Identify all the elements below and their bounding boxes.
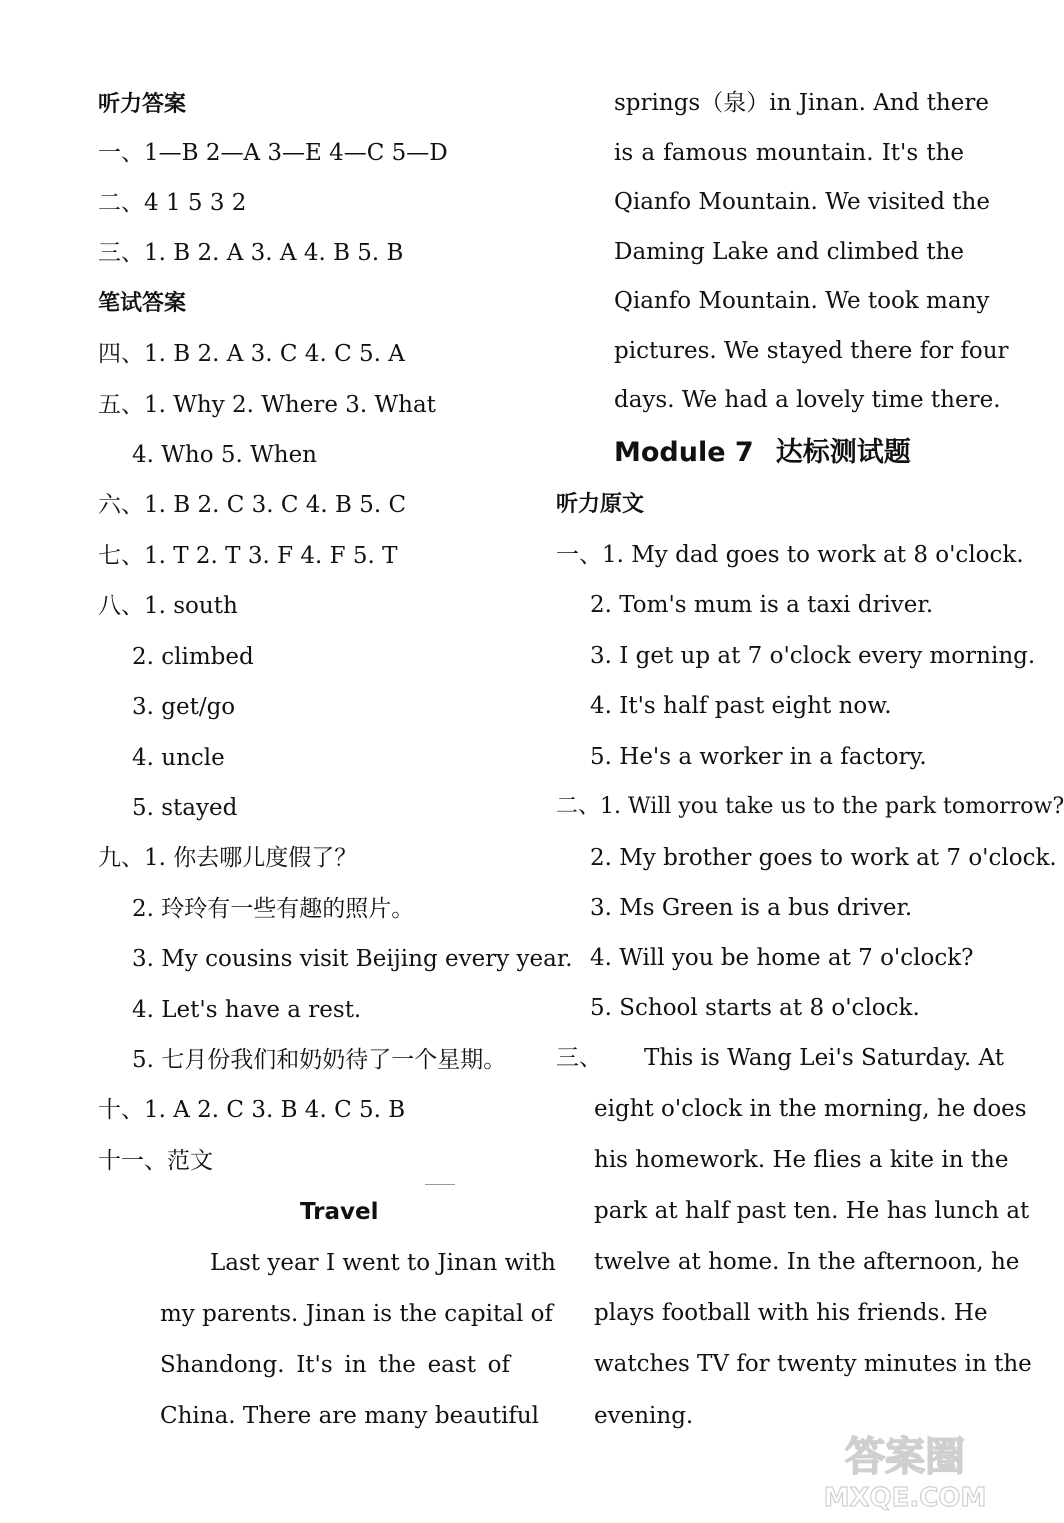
- transcript-line: 3. I get up at 7 o'clock every morning.: [590, 643, 1036, 669]
- answer-line: 二、4 1 5 3 2: [98, 190, 247, 216]
- transcript-line: This is Wang Lei's Saturday. At: [644, 1045, 1004, 1071]
- svg-text:MXQE.COM: MXQE.COM: [823, 1483, 987, 1513]
- essay-line: is a famous mountain. It's the: [614, 140, 964, 166]
- transcript-line: eight o'clock in the morning, he does: [594, 1096, 1027, 1122]
- answer-line: 4. uncle: [132, 745, 225, 771]
- transcript-line: 一、1. My dad goes to work at 8 o'clock.: [556, 542, 1024, 568]
- written-answers-heading: 笔试答案: [98, 291, 187, 316]
- transcript-line: park at half past ten. He has lunch at: [594, 1198, 1030, 1224]
- transcript-line: plays football with his friends. He: [594, 1300, 988, 1326]
- transcript-line: 5. He's a worker in a factory.: [590, 744, 927, 770]
- module-title: Module 7: [614, 437, 754, 468]
- essay-line: Shandong. It's in the east of: [160, 1352, 510, 1378]
- answer-line: 八、1. south: [98, 593, 238, 619]
- answer-line: 五、1. Why 2. Where 3. What: [98, 392, 436, 418]
- answer-line: 4. Who 5. When: [132, 442, 317, 468]
- transcript-line: 3. Ms Green is a bus driver.: [590, 895, 913, 921]
- answer-line: 3. My cousins visit Beijing every year.: [132, 946, 573, 972]
- listening-answers-heading: 听力答案: [98, 92, 187, 117]
- essay-line: days. We had a lovely time there.: [614, 387, 1001, 413]
- answer-line: 六、1. B 2. C 3. C 4. B 5. C: [98, 492, 407, 518]
- answer-line: 十、1. A 2. C 3. B 4. C 5. B: [98, 1097, 406, 1123]
- divider: [425, 1184, 455, 1185]
- module-heading: [614, 436, 911, 470]
- essay-line: China. There are many beautiful: [160, 1403, 540, 1429]
- answer-line: 4. Let's have a rest.: [132, 997, 362, 1023]
- essay-line: my parents. Jinan is the capital of: [160, 1301, 553, 1327]
- transcript-line: 4. It's half past eight now.: [590, 693, 892, 719]
- transcript-line: watches TV for twenty minutes in the: [594, 1351, 1032, 1377]
- essay-line: Qianfo Mountain. We visited the: [614, 189, 990, 215]
- transcript-line: 4. Will you be home at 7 o'clock?: [590, 945, 974, 971]
- answer-line: 2. climbed: [132, 644, 254, 670]
- transcript-line: twelve at home. In the afternoon, he: [594, 1249, 1020, 1275]
- essay-line: pictures. We stayed there for four: [614, 338, 1009, 364]
- essay-line: springs（泉）in Jinan. And there: [614, 90, 989, 116]
- answer-line: 一、1—B 2—A 3—E 4—C 5—D: [98, 140, 448, 166]
- answer-line: 3. get/go: [132, 694, 236, 720]
- answer-line: 三、1. B 2. A 3. A 4. B 5. B: [98, 240, 404, 266]
- essay-line: Daming Lake and climbed the: [614, 239, 965, 265]
- svg-text:答案圈: 答案圈: [845, 1434, 965, 1480]
- essay-line: Qianfo Mountain. We took many: [614, 288, 990, 314]
- module-subtitle: 达标测试题: [775, 437, 911, 468]
- essay-line: Last year I went to Jinan with: [210, 1250, 556, 1276]
- essay-title: Travel: [300, 1199, 379, 1225]
- transcript-line: 5. School starts at 8 o'clock.: [590, 995, 920, 1021]
- answer-line: 九、1. 你去哪儿度假了？: [98, 845, 358, 871]
- answer-line: 十一、范文: [98, 1148, 213, 1174]
- answer-line: 2. 玲玲有一些有趣的照片。: [132, 896, 415, 922]
- answer-line: 5. 七月份我们和奶奶待了一个星期。: [132, 1047, 507, 1073]
- answer-line: 四、1. B 2. A 3. C 4. C 5. A: [98, 341, 405, 367]
- section-label: 三、: [556, 1045, 602, 1071]
- transcript-line: 二、1. Will you take us to the park tomorrow?: [556, 794, 1064, 819]
- transcript-line: evening.: [594, 1403, 694, 1429]
- transcript-line: 2. My brother goes to work at 7 o'clock.: [590, 845, 1057, 871]
- answer-line: 七、1. T 2. T 3. F 4. F 5. T: [98, 543, 398, 569]
- transcript-line: 2. Tom's mum is a taxi driver.: [590, 592, 934, 618]
- transcript-line: his homework. He flies a kite in the: [594, 1147, 1009, 1173]
- answer-line: 5. stayed: [132, 795, 238, 821]
- transcript-heading: 听力原文: [556, 492, 645, 517]
- watermark-logo: [820, 1420, 990, 1515]
